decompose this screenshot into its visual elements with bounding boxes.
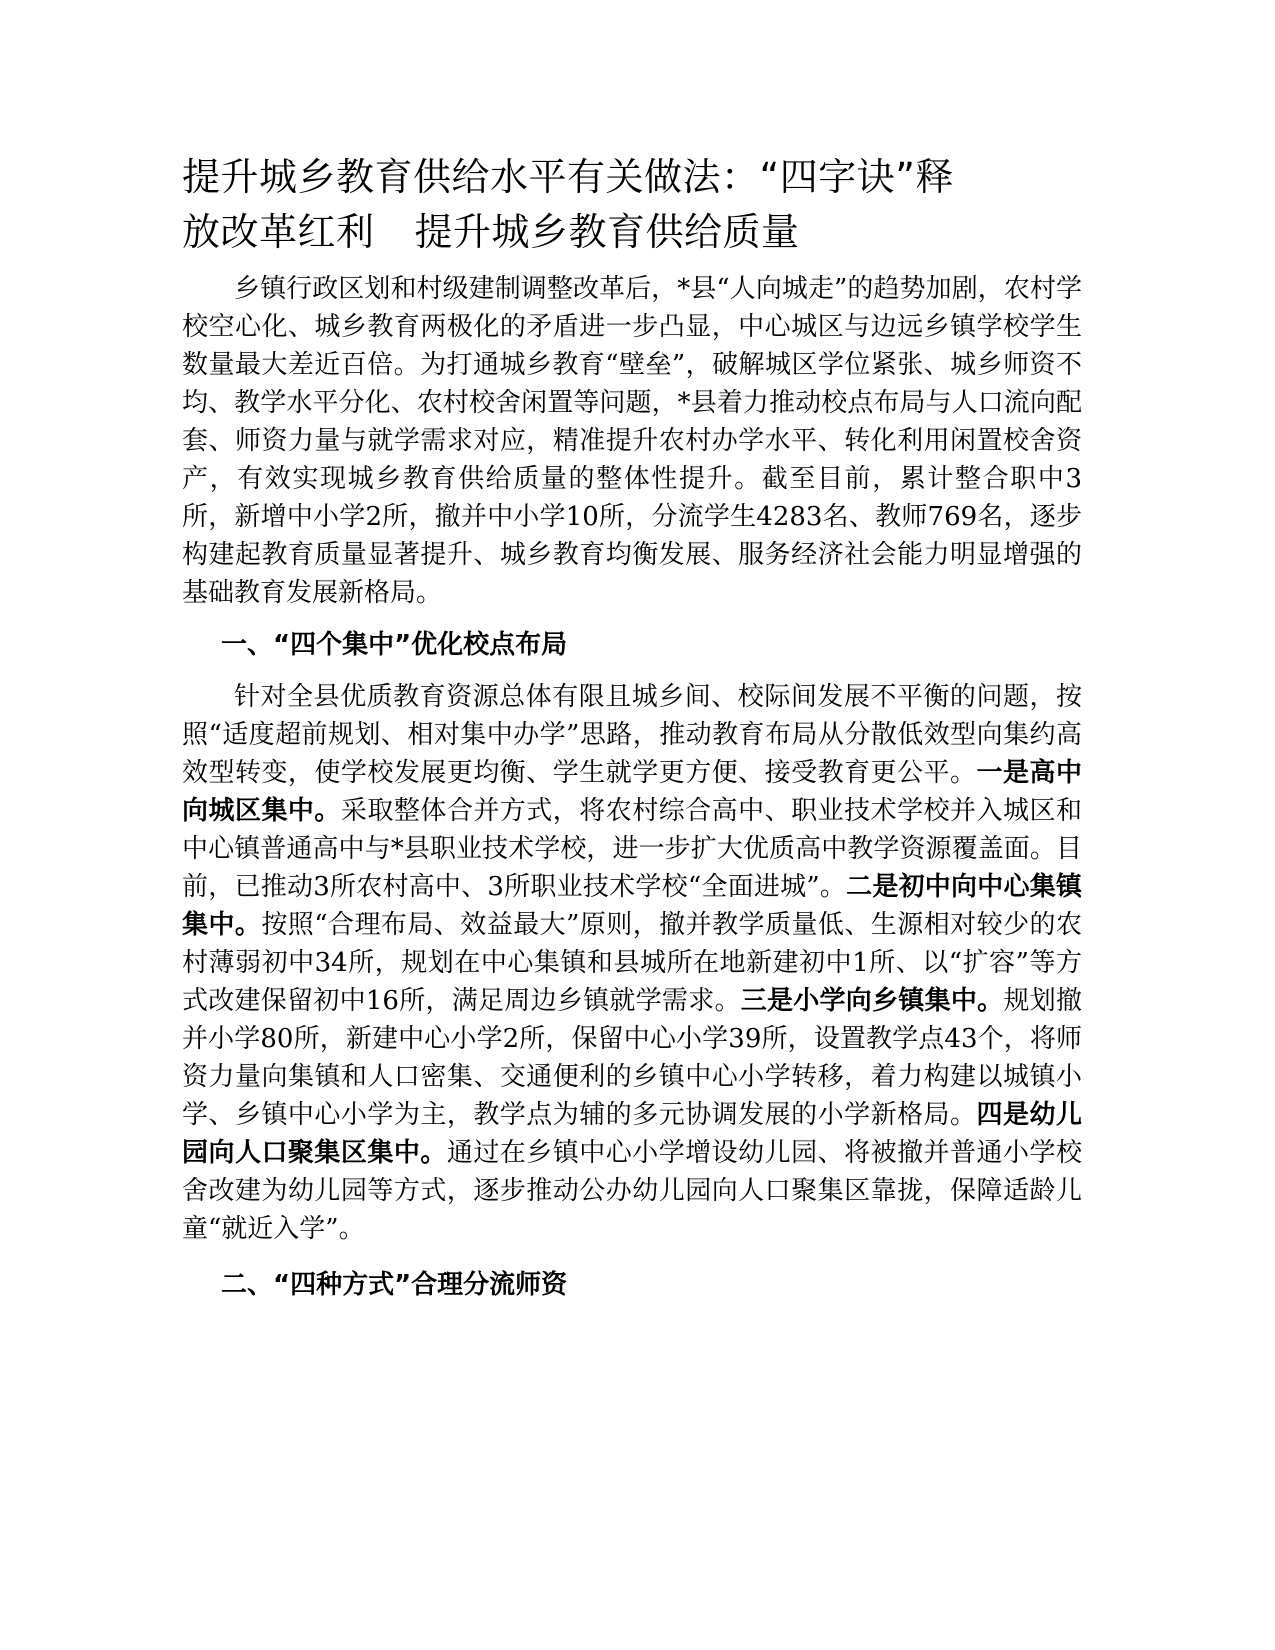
document-title <box>182 150 1082 260</box>
section-1-paragraph <box>182 678 1082 1248</box>
point-2-bold: 二是初中向中心集镇集中。 <box>182 872 1082 940</box>
title-line-2b: 提升城乡教育供给质量 <box>414 210 800 254</box>
point-1-bold: 一是高中向城区集中。 <box>182 758 1082 826</box>
section-2-heading: 二、“四种方式”合理分流师资 <box>221 1270 568 1300</box>
title-line-2a: 放改革红利 <box>182 210 375 254</box>
point-3-bold: 三是小学向乡镇集中。 <box>740 986 1004 1016</box>
intro-paragraph: 乡镇行政区划和村级建制调整改革后，*县“人向城走”的趋势加剧，农村学校空心化、城乡教育两极化的矛盾进一步凸显，中心城区与边远乡镇学校学生数量最大差近百倍。为打通城乡教育“壁垒”，破解城区学位紧张、城乡师资不均、教学水平分化、农村校舍闲置等问题，*县着力推动校点布局与人口流向配套、师资力量与就学需求对应，精准提升农村办学水平、转化利用闲置校舍资产，有效实现城乡教育供给质量的整体性提升。截至目前，累计整合职中3所，新增中小学2所，撤并中小学10所，分流学生4283名、教师769名，逐步构建起教育质量显著提升、城乡教育均衡发展、服务经济社会能力明显增强的基础教育发展新格局。 <box>182 274 1082 608</box>
point-3-text: 规划撤并小学80所，新建中心小学2所，保留中心小学39所，设置教学点43个，将师资力量向集镇和人口密集、交通便利的乡镇中心小学转移，着力构建以城镇小学、乡镇中心小学为主，教学点为辅的多元协调发展的小学新格局。 <box>182 986 1082 1130</box>
document-page <box>182 150 1082 1318</box>
title-line-1: 提升城乡教育供给水平有关做法：“四字诀”释 <box>182 155 954 199</box>
section-1-intro-text: 针对全县优质教育资源总体有限且城乡间、校际间发展不平衡的问题，按照“适度超前规划、相对集中办学”思路，推动教育布局从分散低效型向集约高效型转变，使学校发展更均衡、学生就学更方便、接受教育更公平。 <box>182 682 1082 788</box>
section-1-heading: 一、“四个集中”优化校点布局 <box>221 630 568 660</box>
point-1-text: 采取整体合并方式，将农村综合高中、职业技术学校并入城区和中心镇普通高中与*县职业技术学校，进一步扩大优质高中教学资源覆盖面。目前，已推动3所农村高中、3所职业技术学校“全面进城”。 <box>182 796 1082 902</box>
point-2-text: 按照“合理布局、效益最大”原则，撤并教学质量低、生源相对较少的农村薄弱初中34所，规划在中心集镇和县城所在地新建初中1所、以“扩容”等方式改建保留初中16所，满足周边乡镇就学需求。 <box>182 910 1082 1016</box>
point-4-bold: 四是幼儿园向人口聚集区集中。 <box>182 1100 1082 1168</box>
point-4-text: 通过在乡镇中心小学增设幼儿园、将被撤并普通小学校舍改建为幼儿园等方式，逐步推动公办幼儿园向人口聚集区靠拢，保障适龄儿童“就近入学”。 <box>182 1138 1082 1244</box>
